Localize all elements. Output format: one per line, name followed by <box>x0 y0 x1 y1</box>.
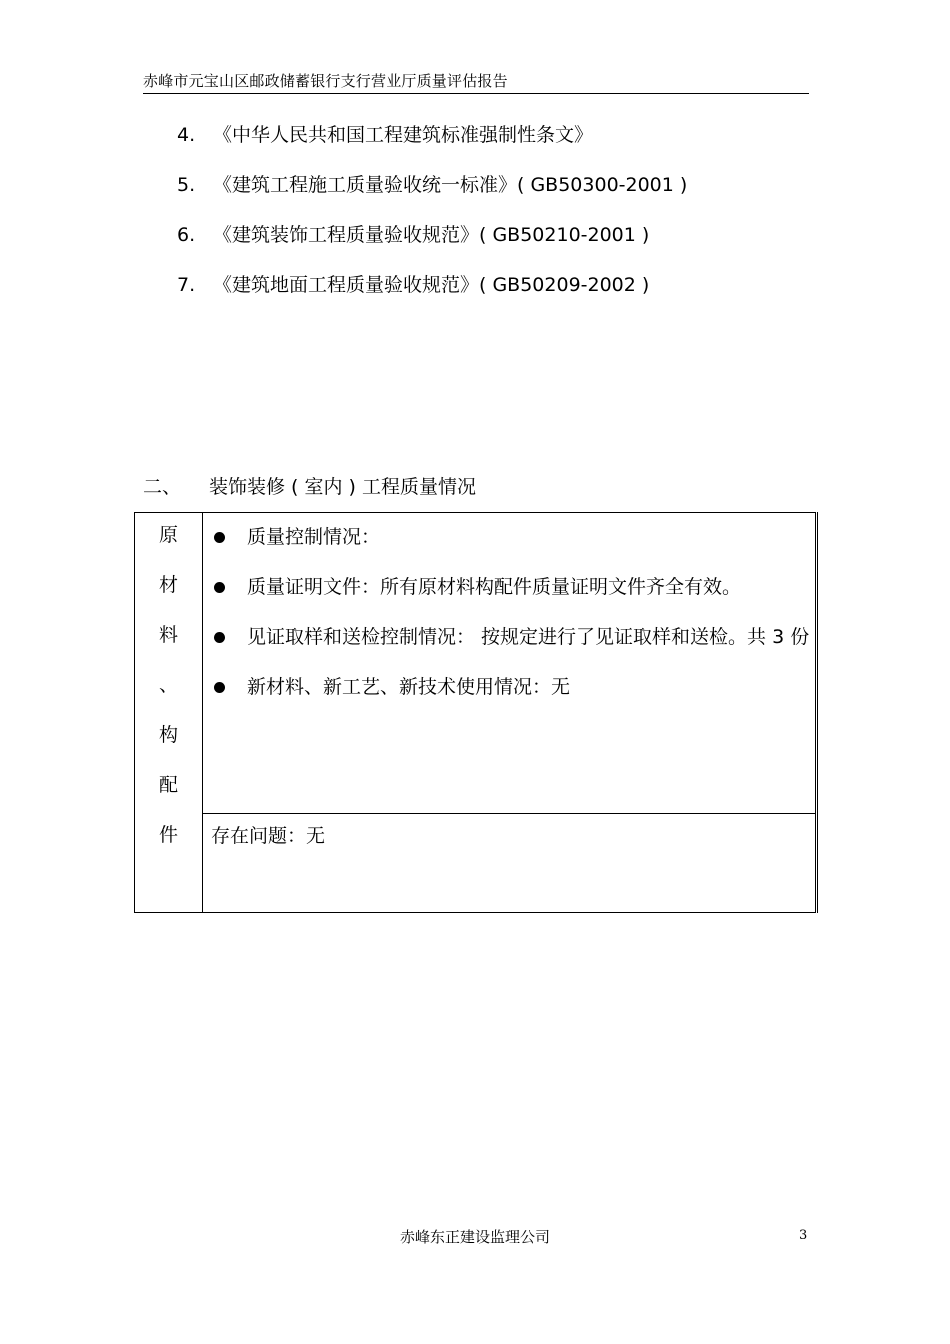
reference-number: 5. <box>177 174 196 196</box>
row-label-char: 件 <box>158 824 178 846</box>
reference-number: 7. <box>177 274 196 296</box>
footer-company: 赤峰东正建设监理公司 <box>399 1228 550 1246</box>
bullet-text: 质量控制情况： <box>247 526 381 548</box>
reference-text: 《建筑工程施工质量验收统一标准》( GB50300-2001 ) <box>213 174 688 196</box>
quality-table <box>134 512 818 913</box>
row-label-cell <box>135 513 203 913</box>
bullet-item <box>211 575 815 625</box>
bullet-item <box>211 675 815 725</box>
reference-number: 4. <box>177 124 196 146</box>
control-content-cell <box>203 513 817 814</box>
reference-item <box>177 273 687 323</box>
reference-text: 《中华人民共和国工程建筑标准强制性条文》 <box>213 124 594 146</box>
issues-text: 存在问题：无 <box>211 825 326 847</box>
bullet-item <box>211 625 815 675</box>
reference-item <box>177 223 687 273</box>
section-heading <box>143 472 476 499</box>
bullet-dot-icon <box>214 632 225 643</box>
row-label-char: 材 <box>158 574 178 596</box>
bullet-text: 新材料、新工艺、新技术使用情况：无 <box>247 676 571 698</box>
reference-text: 《建筑地面工程质量验收规范》( GB50209-2002 ) <box>213 274 650 296</box>
row-label-char: 构 <box>158 724 178 746</box>
row-label-char: 料 <box>158 624 178 646</box>
section-title: 装饰装修 ( 室内 ) 工程质量情况 <box>209 476 476 498</box>
reference-list <box>177 123 687 323</box>
bullet-text: 质量证明文件：所有原材料构配件质量证明文件齐全有效。 <box>247 576 742 598</box>
page-number: 3 <box>799 1228 808 1243</box>
row-label-char: 、 <box>158 674 178 696</box>
row-label-vertical <box>135 513 202 873</box>
reference-text: 《建筑装饰工程质量验收规范》( GB50210-2001 ) <box>213 224 650 246</box>
page-header-title: 赤峰市元宝山区邮政储蓄银行支行营业厅质量评估报告 <box>143 72 508 90</box>
reference-item <box>177 123 687 173</box>
bullet-dot-icon <box>214 682 225 693</box>
row-label-char: 配 <box>158 774 178 796</box>
bullet-item <box>211 525 815 575</box>
reference-number: 6. <box>177 224 196 246</box>
bullet-text: 见证取样和送检控制情况： 按规定进行了见证取样和送检。共 3 份 <box>247 626 810 648</box>
reference-item <box>177 173 687 223</box>
section-number: 二、 <box>143 476 182 498</box>
row-label-char: 原 <box>158 524 178 546</box>
bullet-dot-icon <box>214 582 225 593</box>
issues-cell <box>203 814 817 913</box>
bullet-dot-icon <box>214 532 225 543</box>
bullet-list <box>203 513 815 725</box>
header-rule <box>143 93 809 94</box>
